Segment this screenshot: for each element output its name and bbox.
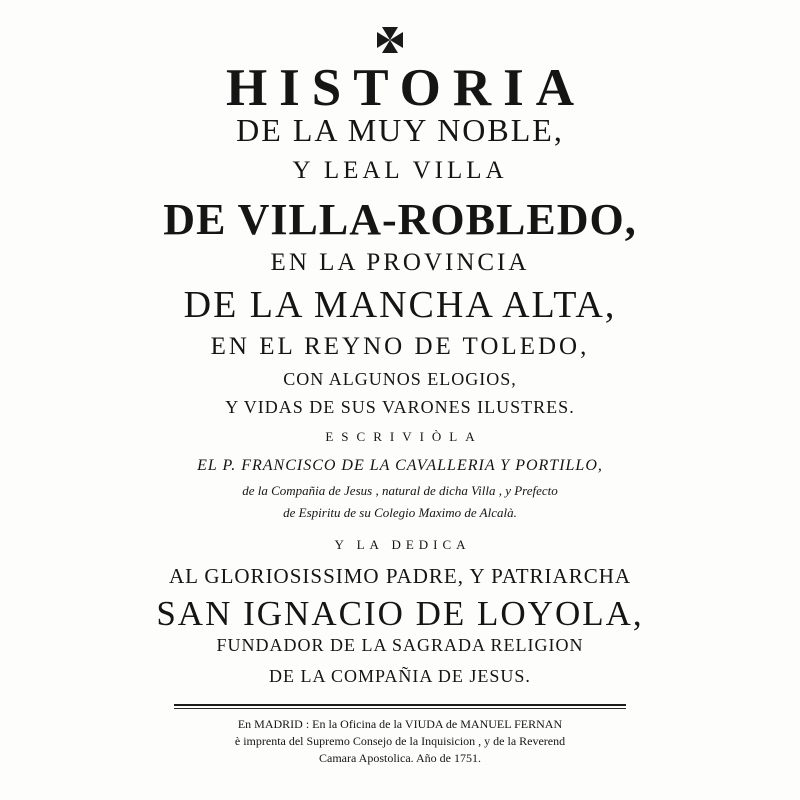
author-line-2: de la Compañia de Jesus , natural de dicha Villa , y Prefecto xyxy=(242,483,558,498)
author-line-3: de Espiritu de su Colegio Maximo de Alcalà. xyxy=(283,505,517,520)
title-line-5: EN LA PROVINCIA xyxy=(270,249,530,276)
title-line-4: DE VILLA-ROBLEDO, xyxy=(163,195,637,244)
cross-pattee-icon xyxy=(373,23,407,57)
divider-rule-thick xyxy=(174,704,626,706)
dedication-heading: Y LA DEDICA xyxy=(334,537,471,552)
imprint-line-2: è imprenta del Supremo Consejo de la Inquisicion , y de la Reverend xyxy=(234,734,566,748)
imprint-line-1: En MADRID : En la Oficina de la VIUDA de MANUEL FERNAN xyxy=(237,717,563,731)
dedication-line-4: DE LA COMPAÑIA DE JESUS. xyxy=(269,666,531,686)
title-line-6: DE LA MANCHA ALTA, xyxy=(183,284,617,326)
dedication-line-3: FUNDADOR DE LA SAGRADA RELIGION xyxy=(216,635,584,655)
author-heading: ESCRIVIÒLA xyxy=(325,429,483,444)
imprint-line-3: Camara Apostolica. Año de 1751. xyxy=(319,751,481,765)
author-name: EL P. FRANCISCO DE LA CAVALLERIA Y PORTILLO, xyxy=(197,457,603,474)
dedication-line-1: AL GLORIOSISSIMO PADRE, Y PATRIARCHA xyxy=(168,564,632,588)
divider-rule-thin xyxy=(174,708,626,709)
book-title: HISTORIA xyxy=(225,59,587,117)
title-line-3: Y LEAL VILLA xyxy=(292,157,508,184)
title-line-8: CON ALGUNOS ELOGIOS, xyxy=(283,369,517,389)
title-line-9: Y VIDAS DE SUS VARONES ILUSTRES. xyxy=(225,397,575,417)
dedication-line-2: SAN IGNACIO DE LOYOLA, xyxy=(156,594,644,633)
title-line-2: DE LA MUY NOBLE, xyxy=(236,112,564,148)
title-line-7: EN EL REYNO DE TOLEDO, xyxy=(210,333,590,360)
